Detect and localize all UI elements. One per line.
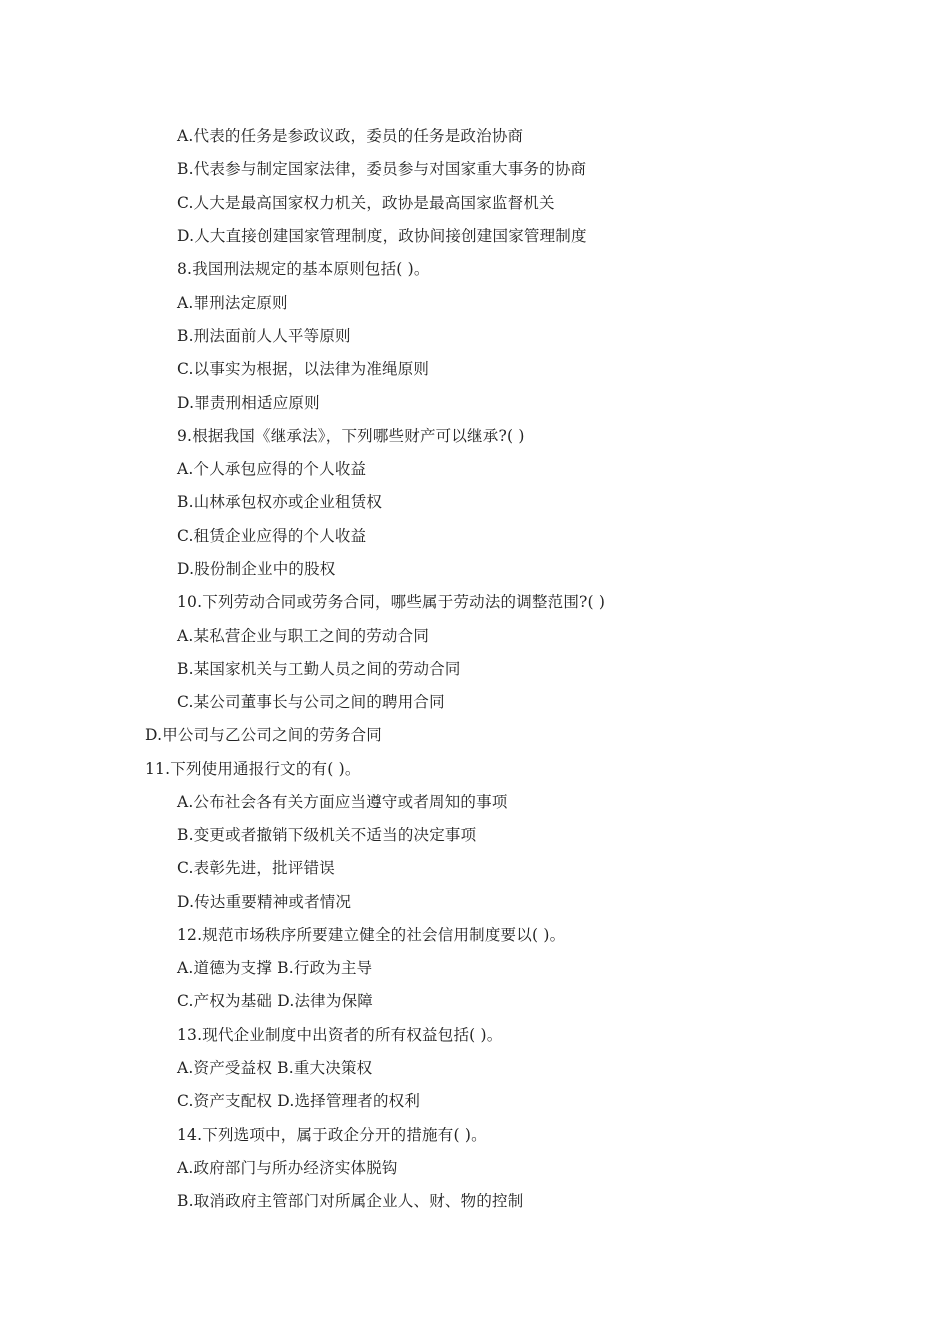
option-line: C.表彰先进，批评错误	[177, 859, 335, 877]
option-line: D.股份制企业中的股权	[177, 560, 336, 578]
option-line: B.变更或者撤销下级机关不适当的决定事项	[177, 826, 477, 844]
option-line: B.取消政府主管部门对所属企业人、财、物的控制	[177, 1192, 524, 1210]
option-line: A.个人承包应得的个人收益	[177, 460, 367, 478]
option-line: B.某国家机关与工勤人员之间的劳动合同	[177, 660, 461, 678]
option-line: C.人大是最高国家权力机关，政协是最高国家监督机关	[177, 194, 555, 212]
option-line: A.公布社会各有关方面应当遵守或者周知的事项	[177, 793, 508, 811]
option-line: D.罪责刑相适应原则	[177, 394, 320, 412]
option-line: B.刑法面前人人平等原则	[177, 327, 351, 345]
question-line: 13.现代企业制度中出资者的所有权益包括( )。	[177, 1026, 503, 1044]
option-line: A.资产受益权 B.重大决策权	[177, 1059, 373, 1077]
option-line: A.政府部门与所办经济实体脱钩	[177, 1159, 398, 1177]
option-line: B.代表参与制定国家法律，委员参与对国家重大事务的协商	[177, 160, 587, 178]
question-line: 8.我国刑法规定的基本原则包括( )。	[177, 260, 430, 278]
option-line: C.租赁企业应得的个人收益	[177, 527, 367, 545]
question-line: 14.下列选项中，属于政企分开的措施有( )。	[177, 1126, 487, 1144]
question-line: 11.下列使用通报行文的有( )。	[145, 760, 361, 778]
question-line: 12.规范市场秩序所要建立健全的社会信用制度要以( )。	[177, 926, 566, 944]
option-line: A.罪刑法定原则	[177, 294, 288, 312]
option-line: A.道德为支撑 B.行政为主导	[177, 959, 373, 977]
question-line: 10.下列劳动合同或劳务合同，哪些属于劳动法的调整范围?( )	[177, 593, 606, 611]
option-line: C.以事实为根据，以法律为准绳原则	[177, 360, 430, 378]
option-line: D.甲公司与乙公司之间的劳务合同	[145, 726, 383, 744]
option-line: D.传达重要精神或者情况	[177, 893, 352, 911]
option-line: A.代表的任务是参政议政，委员的任务是政治协商	[177, 127, 524, 145]
option-line: D.人大直接创建国家管理制度，政协间接创建国家管理制度	[177, 227, 587, 245]
option-line: A.某私营企业与职工之间的劳动合同	[177, 627, 430, 645]
question-line: 9.根据我国《继承法》，下列哪些财产可以继承?( )	[177, 427, 525, 445]
option-line: C.资产支配权 D.选择管理者的权利	[177, 1092, 421, 1110]
option-line: B.山林承包权亦或企业租赁权	[177, 493, 383, 511]
option-line: C.产权为基础 D.法律为保障	[177, 992, 373, 1010]
option-line: C.某公司董事长与公司之间的聘用合同	[177, 693, 445, 711]
